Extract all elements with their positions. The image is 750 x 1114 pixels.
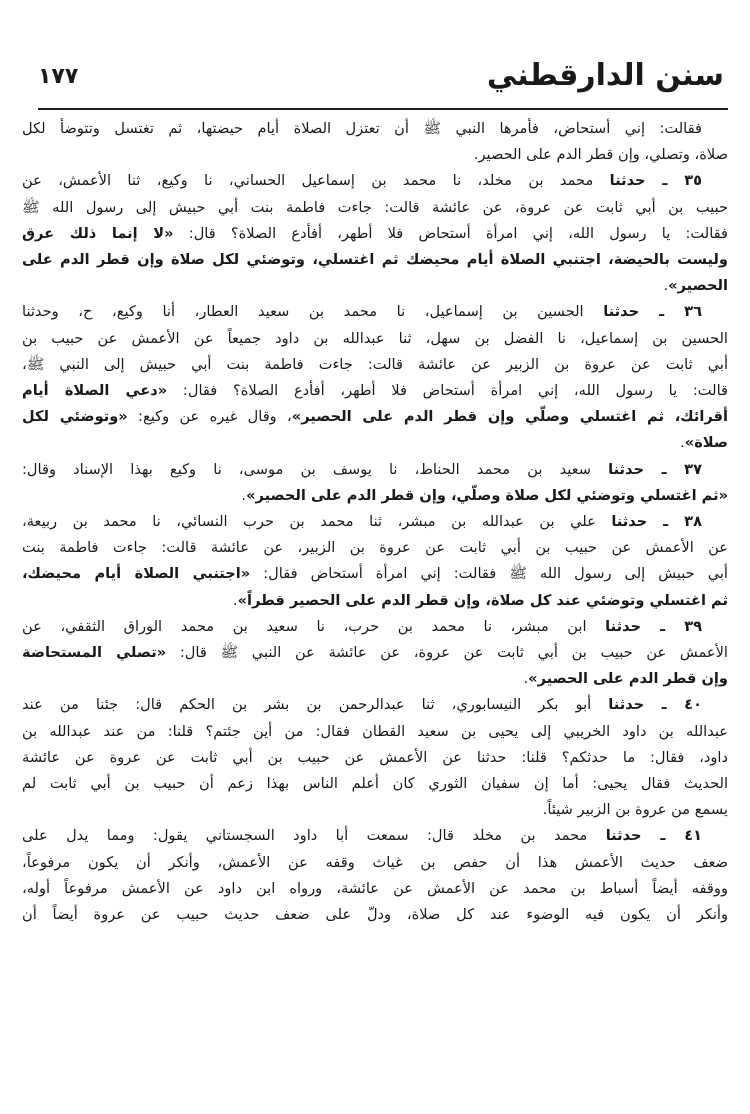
text-line (22, 640, 728, 666)
text-run: حبيب بن أبي ثابت عن عروة، عن عائشة قالت: جاءت فاطمة بنت أبي حبيش إلى رسول الله ﷺ (22, 198, 728, 216)
text-run: . (241, 486, 247, 504)
text-run: ابن مبشر، نا محمد بن حرب، نا سعيد بن محمد الوراق الثقفي، عن (22, 617, 606, 635)
bold-text-run: وإن قطر الدم على الحصير» (528, 670, 728, 688)
bold-text-run: «تصلي المستحاضة (22, 644, 167, 662)
page-header (38, 58, 728, 104)
text-line (22, 745, 728, 771)
bold-text-run: ثم اغتسلي وتوضئي عند كل صلاة، وإن قطر الدم على الحصير قطراً» (237, 591, 728, 609)
bold-text-run: «دعي الصلاة أيام (22, 382, 168, 400)
text-line (22, 195, 728, 221)
bold-text-run: وليست بالحيضة، اجتنبي الصلاة أيام محيضك ثم اغتسلي، وتوضئي لكل صلاة وإن قطر الدم على (22, 251, 728, 269)
text-run: الحديث فقال يحيى: أما إن سفيان الثوري كان أعلم الناس بهذا زعم أن حبيب بن أبي ثابت لم (22, 775, 728, 793)
text-run: يسمع من عروة بن الزبير شيئاً. (542, 801, 728, 819)
text-line (22, 588, 728, 614)
bold-text-run: ٤٠ ـ حدثنا (608, 696, 702, 714)
text-run: أبو بكر النيسابوري، ثنا عبدالرحمن بن بشر بن الحكم قال: جئنا من عند (22, 696, 609, 714)
bold-text-run: «وتوضئي لكل (22, 408, 128, 426)
text-run: ، وقال غيره عن وكيع: (127, 408, 292, 426)
text-line (22, 221, 728, 247)
text-line (22, 797, 728, 823)
text-line (22, 326, 728, 352)
text-line (22, 378, 728, 404)
running-title: سنن الدارقطني (486, 58, 724, 93)
text-line (22, 352, 728, 378)
bold-text-run: ٤١ ـ حدثنا (605, 827, 703, 845)
text-line (22, 247, 728, 273)
bold-text-run: «اجتنبي الصلاة أيام محيضك، (22, 565, 251, 583)
text-run: قالت: يا رسول الله، إني امرأة أستحاض فلا أطهر، أفأدع الصلاة؟ فقال: (167, 382, 728, 400)
hadith-39-line (22, 614, 728, 640)
page-number: ١٧٧ (38, 64, 79, 89)
hadith-37-line (22, 457, 728, 483)
hadith-36-line (22, 299, 728, 325)
text-run: . (680, 434, 685, 452)
text-run: صلاة، وتصلي، وإن قطر الدم على الحصير. (473, 146, 728, 164)
text-run: محمد بن مخلد قال: سمعت أبا داود السجستاني يقول: ومما يدل على (22, 827, 606, 845)
text-run: سعيد بن محمد الحناط، نا يوسف بن موسى، نا وكيع بهذا الإسناد وقال: (22, 460, 609, 478)
text-run: ضعف حديث الأعمش هذا أن حفص بن غياث وقفه عن الأعمش، وأنكر أن يكون مرفوعاً، (22, 853, 728, 871)
text-run: فقالت: إني أستحاض، فأمرها النبي ﷺ أن تعتزل الصلاة أيام حيضتها، ثم تغتسل وتتوضأ لكل (22, 120, 702, 137)
text-run: علي بن عبدالله بن مبشر، ثنا محمد بن حرب النسائي، نا محمد بن ربيعة، (22, 513, 612, 531)
text-run: فقالت: يا رسول الله، إني امرأة أستحاض فلا أطهر، أفأدع الصلاة؟ قال: (173, 224, 728, 242)
main-text (22, 116, 728, 928)
text-run: . (232, 591, 238, 609)
hadith-35-line (22, 168, 728, 194)
text-run: ووقفه أيضاً أسباط بن محمد عن الأعمش عن عائشة، ورواه ابن داود عن الأعمش مرفوعاً أوله، (22, 879, 728, 897)
bold-text-run: ٣٩ ـ حدثنا (605, 617, 703, 635)
text-run: . (663, 277, 669, 295)
hadith-40-line (22, 692, 728, 718)
bold-text-run: ٣٧ ـ حدثنا (608, 460, 702, 478)
text-run: الأعمش عن حبيب بن أبي ثابت عن عروة، عن عائشة عن النبي ﷺ قال: (166, 644, 728, 662)
text-line (22, 902, 728, 928)
text-run: . (523, 670, 529, 688)
bold-text-run: ٣٥ ـ حدثنا (609, 172, 703, 190)
text-line (22, 771, 728, 797)
bold-text-run: أقرائك، ثم اغتسلي وصلّي وإن قطر الدم على الحصير» (291, 408, 728, 426)
text-line (22, 535, 728, 561)
text-line (22, 142, 728, 168)
text-run: الحسين بن إسماعيل، نا محمد بن سعيد العطار، أنا وكيع، ح، وحدثنا (22, 303, 604, 321)
header-rule (38, 108, 728, 110)
bold-text-run: ٣٦ ـ حدثنا (603, 303, 702, 321)
bold-text-run: الحصير» (668, 277, 728, 295)
text-line (22, 719, 728, 745)
text-run: داود، فقال: ما حدثكم؟ قلنا: حدثنا عن الأعمش عن حبيب بن أبي ثابت عن عروة عن عائشة (22, 748, 728, 766)
text-line (22, 430, 728, 456)
text-line (22, 666, 728, 692)
text-line (22, 273, 728, 299)
text-run: عن الأعمش عن حبيب بن أبي ثابت عن عروة بن الزبير، عن عائشة قالت: جاءت فاطمة بنت (22, 539, 728, 557)
bold-text-run: صلاة» (684, 434, 728, 452)
bold-text-run: «ثم اغتسلي وتوضئي لكل صلاة وصلّي، وإن قطر الدم على الحصير» (246, 486, 728, 504)
bold-text-run: «لا إنما ذلك عرق (22, 224, 174, 242)
text-run: الحسين بن إسماعيل، نا الفضل بن سهل، ثنا عبدالله بن داود جميعاً عن الأعمش عن حبيب بن (22, 329, 728, 347)
text-run: أبي حبيش إلى رسول الله ﷺ فقالت: إني امرأة أستحاض فقال: (250, 565, 728, 583)
text-line (22, 876, 728, 902)
text-run: محمد بن مخلد، نا محمد بن إسماعيل الحساني، نا وكيع، ثنا الأعمش، عن (22, 172, 610, 190)
text-line (22, 116, 728, 142)
text-run: عبدالله بن داود الخريبي إلى يحيى بن سعيد القطان فقال: من أين جئتم؟ قلنا: من عند عبدالله بن (22, 722, 728, 740)
text-run: أبي ثابت عن عروة بن الزبير عن عائشة قالت: جاءت فاطمة بنت أبي حبيش إلى النبي ﷺ، (22, 355, 728, 373)
text-line (22, 404, 728, 430)
text-run: وأنكر أن يكون فيه الوضوء عند كل صلاة، ودلّ على ضعف حديث حبيب عن عروة أيضاً أن (22, 906, 728, 924)
text-line (22, 850, 728, 876)
bold-text-run: ٣٨ ـ حدثنا (611, 513, 702, 531)
text-line (22, 561, 728, 587)
hadith-38-line (22, 509, 728, 535)
text-line (22, 483, 728, 509)
hadith-41-line (22, 823, 728, 849)
